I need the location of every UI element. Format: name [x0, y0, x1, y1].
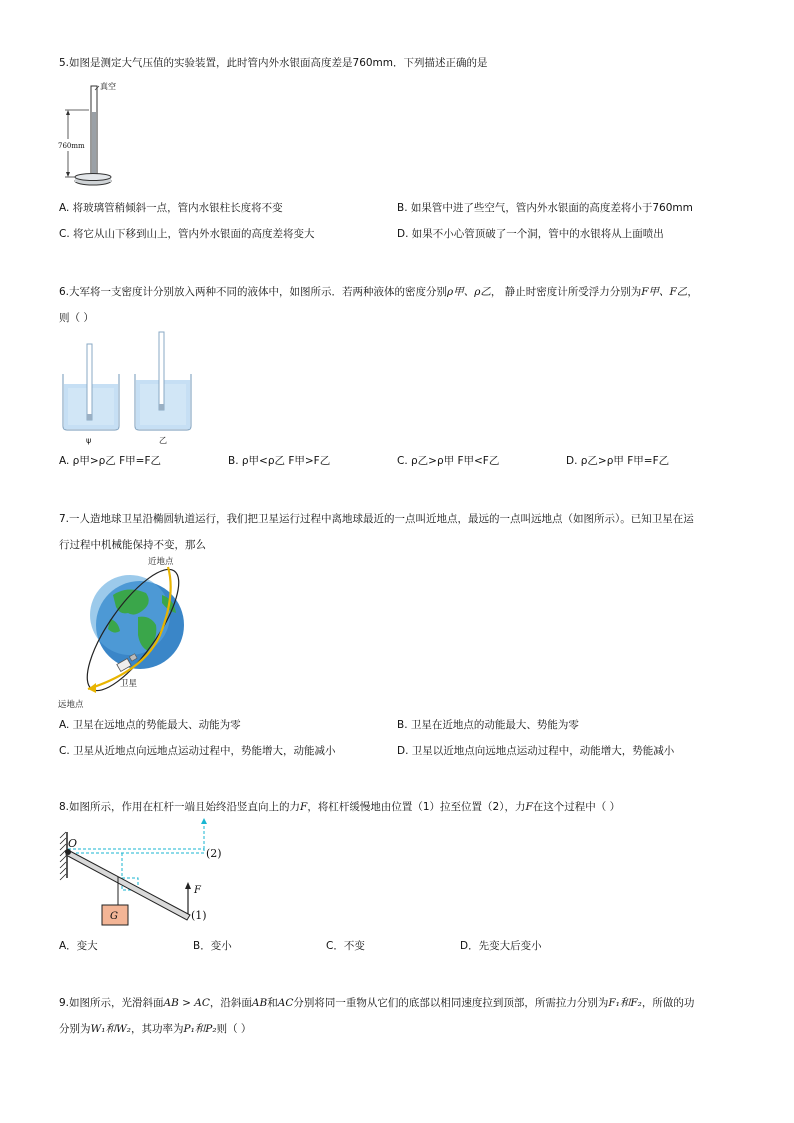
q9-text-2c: 则（ ）: [216, 1023, 252, 1035]
q9-text-1b: ，沿斜面: [209, 997, 252, 1009]
q6-stem-text-b: ， 静止时密度计所受浮力分别为: [490, 286, 642, 298]
q8-option-a[interactable]: A．变大: [59, 940, 98, 952]
beaker-yi: [135, 332, 191, 430]
beaker-jia: [63, 344, 119, 430]
q9-text-1e: ，所做的功: [641, 997, 695, 1009]
q9-work: W₁和W₂: [90, 1023, 132, 1035]
q9-text-1c: 和: [267, 997, 278, 1009]
q7-option-a[interactable]: A. 卫星在远地点的势能最大、动能为零: [59, 719, 241, 731]
q7-stem-line1: 7.一人造地球卫星沿椭圆轨道运行，我们把卫星运行过程中离地球最近的一点叫近地点，最远的一点叫远地点（如图所示）。已知卫星在运: [59, 513, 694, 525]
q6-stem-f: F甲、F乙: [641, 286, 688, 298]
q5-option-a[interactable]: A. 将玻璃管稍倾斜一点，管内水银柱长度将不变: [59, 202, 283, 214]
q6-stem-line1: [59, 284, 698, 299]
hydrometer-2: [159, 332, 164, 410]
weight-label: G: [110, 911, 118, 922]
q7-option-d[interactable]: D. 卫星以近地点向远地点运动过程中，动能增大，势能减小: [397, 745, 675, 757]
height-label: 760mm: [58, 142, 85, 150]
q8-stem-f2: F: [525, 801, 533, 813]
q9-stem-line2: [59, 1021, 251, 1036]
q5-barometer-figure: [55, 80, 135, 190]
q8-option-b[interactable]: B．变小: [193, 940, 232, 952]
q6-option-b[interactable]: B. ρ甲<ρ乙 F甲>F乙: [228, 455, 331, 467]
q6-stem-text-c: ，: [687, 286, 698, 298]
q9-math-ab-gt-ac: AB > AC: [163, 997, 210, 1009]
q8-stem-f1: F: [300, 801, 308, 813]
q7-orbit-figure: [58, 555, 198, 710]
lever-position-2: [68, 849, 204, 853]
q5-option-c[interactable]: C. 将它从山下移到山上，管内外水银面的高度差将变大: [59, 228, 315, 240]
q6-stem-line2: 则（ ）: [59, 312, 94, 324]
q5-option-d[interactable]: D. 如果不小心管顶破了一个洞，管中的水银将从上面喷出: [397, 228, 664, 240]
q6-option-a[interactable]: A. ρ甲>ρ乙 F甲=F乙: [59, 455, 162, 467]
q6-option-c[interactable]: C. ρ乙>ρ甲 F甲<F乙: [397, 455, 500, 467]
q9-text-2a: 分别为: [59, 1023, 91, 1035]
vacuum-label: 真空: [100, 82, 116, 91]
q6-option-d[interactable]: D. ρ乙>ρ甲 F甲=F乙: [566, 455, 670, 467]
q9-text-1d: 分别将同一重物从它们的底部以相同速度拉到顶部，所需拉力分别为: [293, 997, 609, 1009]
q8-stem-text-a: 8.如图所示，作用在杠杆一端且始终沿竖直向上的力: [59, 801, 301, 813]
position-1-label: (1): [191, 909, 207, 922]
q9-text-2b: ，其功率为: [131, 1023, 184, 1035]
q6-stem-rho: ρ甲、ρ乙: [447, 286, 491, 298]
q8-option-d[interactable]: D．先变大后变小: [460, 940, 542, 952]
beaker-label-2: 乙: [159, 436, 167, 445]
q9-text-1a: 9.如图所示，光滑斜面: [59, 997, 164, 1009]
q9-ac: AC: [277, 997, 294, 1009]
q9-ab: AB: [251, 997, 268, 1009]
hydrometer-1: [87, 344, 92, 420]
force-label: F: [194, 885, 201, 896]
q7-option-b[interactable]: B. 卫星在近地点的动能最大、势能为零: [397, 719, 579, 731]
q9-stem-line1: [59, 995, 694, 1010]
q8-stem: [59, 799, 620, 814]
apogee-label: 远地点: [58, 700, 84, 710]
pivot-label: O: [68, 837, 78, 850]
position-2-label: (2): [206, 847, 222, 860]
q8-stem-text-b: ，将杠杆缓慢地由位置（1）拉至位置（2），力: [307, 801, 526, 813]
q6-hydrometer-figure: [58, 330, 198, 445]
satellite-label: 卫星: [120, 679, 138, 689]
q9-forces: F₁和F₂: [608, 997, 642, 1009]
q5-option-b[interactable]: B. 如果管中进了些空气，管内外水银面的高度差将小于760mm: [397, 202, 693, 214]
q9-power: P₁和P₂: [183, 1023, 217, 1035]
q5-stem: 5.如图是测定大气压值的实验装置，此时管内外水银面高度差是760mm．下列描述正确的是: [59, 57, 488, 69]
q6-stem-text-a: 6.大军将一支密度计分别放入两种不同的液体中，如图所示．若两种液体的密度分别: [59, 286, 448, 298]
mercury-column: [92, 112, 96, 180]
q8-option-c[interactable]: C．不变: [326, 940, 365, 952]
beaker-label-1: ψ: [86, 436, 92, 445]
perigee-label: 近地点: [148, 557, 174, 567]
q8-stem-text-c: 在这个过程中（ ）: [532, 801, 621, 813]
q7-option-c[interactable]: C. 卫星从近地点向远地点运动过程中，势能增大，动能减小: [59, 745, 336, 757]
q8-lever-figure: [56, 816, 231, 930]
q7-stem-line2: 行过程中机械能保持不变，那么: [59, 539, 206, 551]
